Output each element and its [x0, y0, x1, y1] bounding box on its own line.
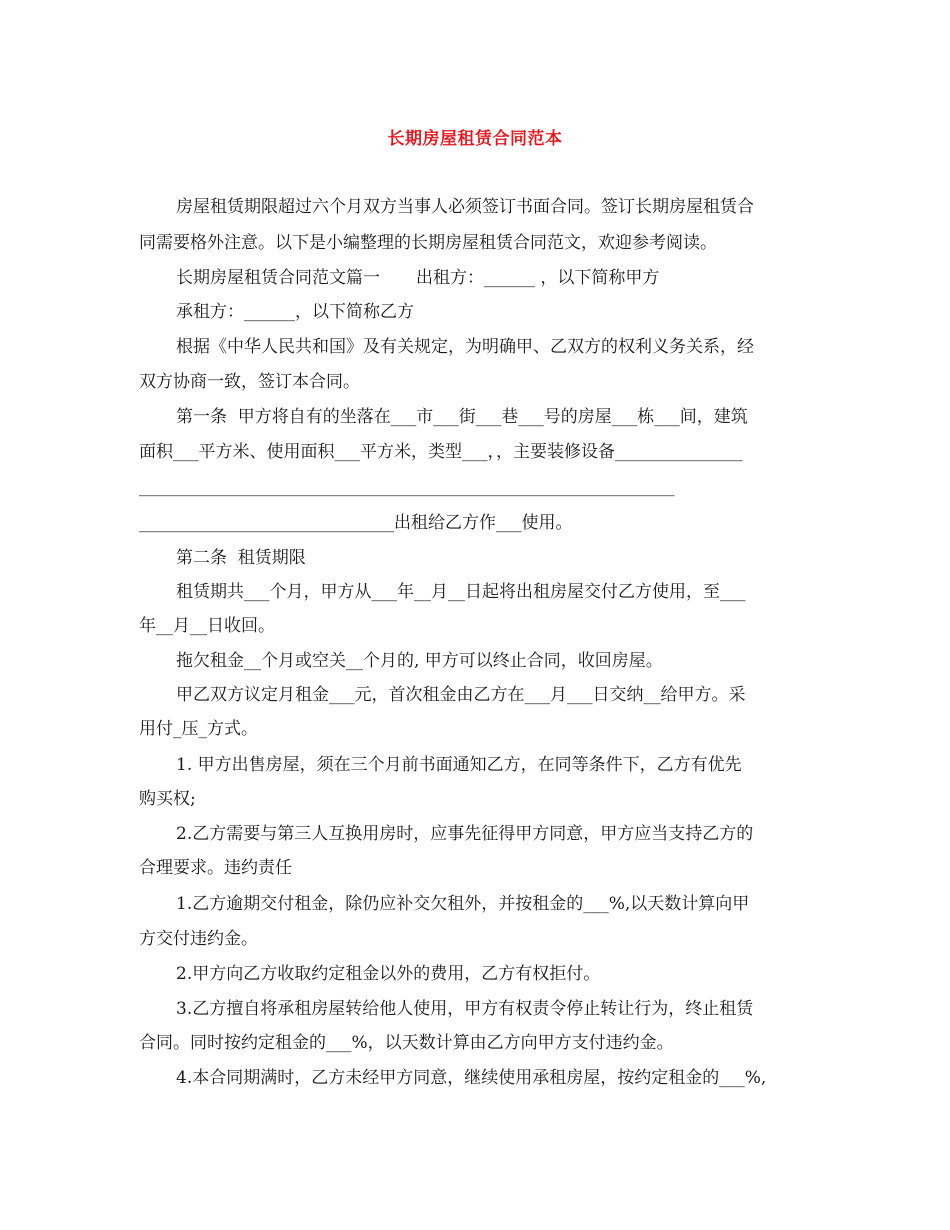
paragraph-line: 购买权;	[139, 789, 196, 809]
paragraph-line: 拖欠租金__个月或空关__个月的, 甲方可以终止合同，收回房屋。	[176, 651, 663, 671]
paragraph-line: ______________________________出租给乙方作___使用。	[139, 513, 573, 533]
paragraph-line: 4.本合同期满时，乙方未经甲方同意，继续使用承租房屋，按约定租金的___%,	[176, 1068, 767, 1088]
sample-one-heading: 长期房屋租赁合同范文篇一	[176, 268, 380, 288]
paragraph-line: 第二条 租赁期限	[176, 548, 306, 568]
document-title: 长期房屋租赁合同范本	[387, 129, 563, 149]
sample-one-line	[0, 266, 950, 290]
paragraph-line: _______________________________________________________________	[139, 477, 675, 497]
paragraph-line: 第一条 甲方将自有的坐落在___市___街___巷___号的房屋___栋___间，建筑	[176, 407, 748, 427]
paragraph-line: 用付_压_方式。	[139, 719, 258, 739]
paragraph-line: 面积___平方米、使用面积___平方米，类型___，，主要装修设备_______________	[139, 442, 743, 462]
paragraph-line: 2.乙方需要与第三人互换用房时，应事先征得甲方同意，甲方应当支持乙方的	[176, 824, 754, 844]
paragraph-line: 3.乙方擅自将承租房屋转给他人使用，甲方有权责令停止转让行为，终止租赁	[176, 999, 754, 1019]
paragraph-line: 根据《中华人民共和国》及有关规定，为明确甲、乙双方的权利义务关系，经	[176, 337, 754, 357]
paragraph-line: 1. 甲方出售房屋，须在三个月前书面通知乙方，在同等条件下，乙方有优先	[176, 755, 742, 775]
paragraph-line: 2.甲方向乙方收取约定租金以外的费用，乙方有权拒付。	[176, 964, 601, 984]
paragraph-line: 1.乙方逾期交付租金，除仍应补交欠租外，并按租金的___%,以天数计算向甲	[176, 894, 750, 914]
paragraph-line: 年__月__日收回。	[139, 616, 275, 636]
lessor-line: 出租方：______ ，以下简称甲方	[416, 268, 660, 288]
paragraph-line: 双方协商一致，签订本合同。	[139, 372, 360, 392]
paragraph-line: 方交付违约金。	[139, 929, 258, 949]
paragraph-line: 租赁期共___个月，甲方从___年__月__日起将出租房屋交付乙方使用，至___	[176, 582, 746, 602]
paragraph-line: 合理要求。违约责任	[139, 858, 292, 878]
paragraph-line: 甲乙双方议定月租金___元，首次租金由乙方在___月___日交纳__给甲方。采	[176, 685, 746, 705]
paragraph-line: 承租方：______，以下简称乙方	[176, 302, 414, 322]
paragraph-line: 房屋租赁期限超过六个月双方当事人必须签订书面合同。签订长期房屋租赁合	[176, 197, 754, 217]
paragraph-line: 合同。同时按约定租金的___%，以天数计算由乙方向甲方支付违约金。	[139, 1033, 674, 1053]
paragraph-line: 同需要格外注意。以下是小编整理的长期房屋租赁合同范文，欢迎参考阅读。	[139, 233, 717, 253]
